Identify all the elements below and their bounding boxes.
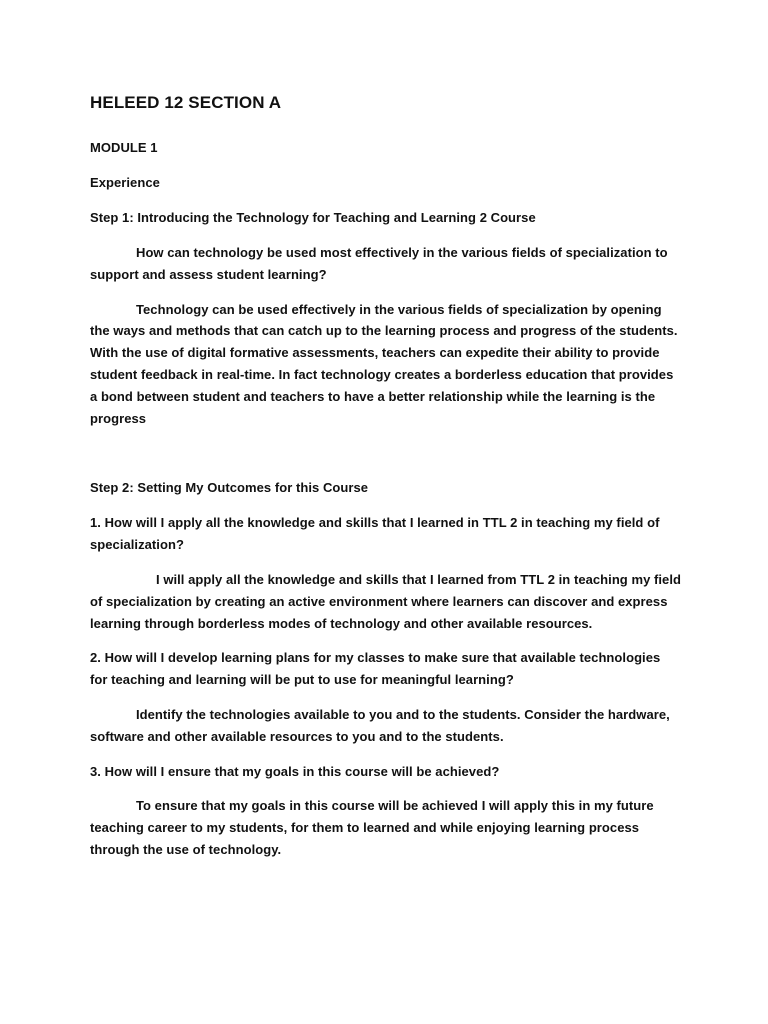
- document-page: [90, 92, 690, 874]
- text-line: 3. How will I ensure that my goals in this course will be achieved?: [90, 763, 500, 779]
- step1-heading: Step 1: Introducing the Technology for Teaching and Learning 2 Course: [90, 210, 536, 225]
- step2-question-3: [90, 761, 690, 783]
- step2-answer-1: [90, 569, 690, 634]
- text-line: software and other available resources to you and to the students.: [90, 728, 504, 744]
- text-line: of specialization by creating an active environment where learners can discover and express: [90, 593, 668, 609]
- text-line: through the use of technology.: [90, 841, 282, 857]
- text-line: 2. How will I develop learning plans for my classes to make sure that available technologies: [90, 650, 661, 666]
- text-line: learning through borderless modes of technology and other available resources.: [90, 615, 593, 631]
- text-line: teaching career to my students, for them to learned and while enjoying learning process: [90, 820, 640, 836]
- text-line: To ensure that my goals in this course will be achieved I will apply this in my future: [136, 798, 654, 814]
- step2-answer-3: [90, 795, 690, 860]
- step1-answer: [90, 299, 690, 430]
- text-line: the ways and methods that can catch up to the learning process and progress of the students.: [90, 323, 678, 339]
- text-line: Technology can be used effectively in the various fields of specialization by opening: [136, 301, 662, 317]
- step2-question-2: [90, 647, 690, 691]
- experience-label: Experience: [90, 175, 160, 190]
- text-line: student feedback in real-time. In fact technology creates a borderless education that provides: [90, 366, 674, 382]
- text-line: support and assess student learning?: [90, 266, 327, 282]
- step1-question: [90, 242, 690, 286]
- text-line: specialization?: [90, 537, 184, 553]
- text-line: With the use of digital formative assessments, teachers can expedite their ability to provide: [90, 345, 660, 361]
- module-label: MODULE 1: [90, 140, 158, 155]
- step2-answer-2: [90, 704, 690, 748]
- text-line: a bond between student and teachers to have a better relationship while the learning is the: [90, 388, 656, 404]
- text-line: How can technology be used most effectively in the various fields of specialization to: [136, 245, 668, 260]
- text-line: for teaching and learning will be put to use for meaningful learning?: [90, 672, 514, 688]
- text-line: progress: [90, 410, 147, 426]
- spacer: [90, 442, 690, 477]
- step2-question-1: [90, 512, 690, 556]
- text-line: Identify the technologies available to you and to the students. Consider the hardware,: [136, 706, 670, 722]
- text-line: I will apply all the knowledge and skills that I learned from TTL 2 in teaching my field: [156, 571, 681, 587]
- step2-heading: Step 2: Setting My Outcomes for this Course: [90, 480, 369, 496]
- text-line: 1. How will I apply all the knowledge and skills that I learned in TTL 2 in teaching my field of: [90, 515, 660, 531]
- document-title: HELEED 12 SECTION A: [90, 93, 282, 112]
